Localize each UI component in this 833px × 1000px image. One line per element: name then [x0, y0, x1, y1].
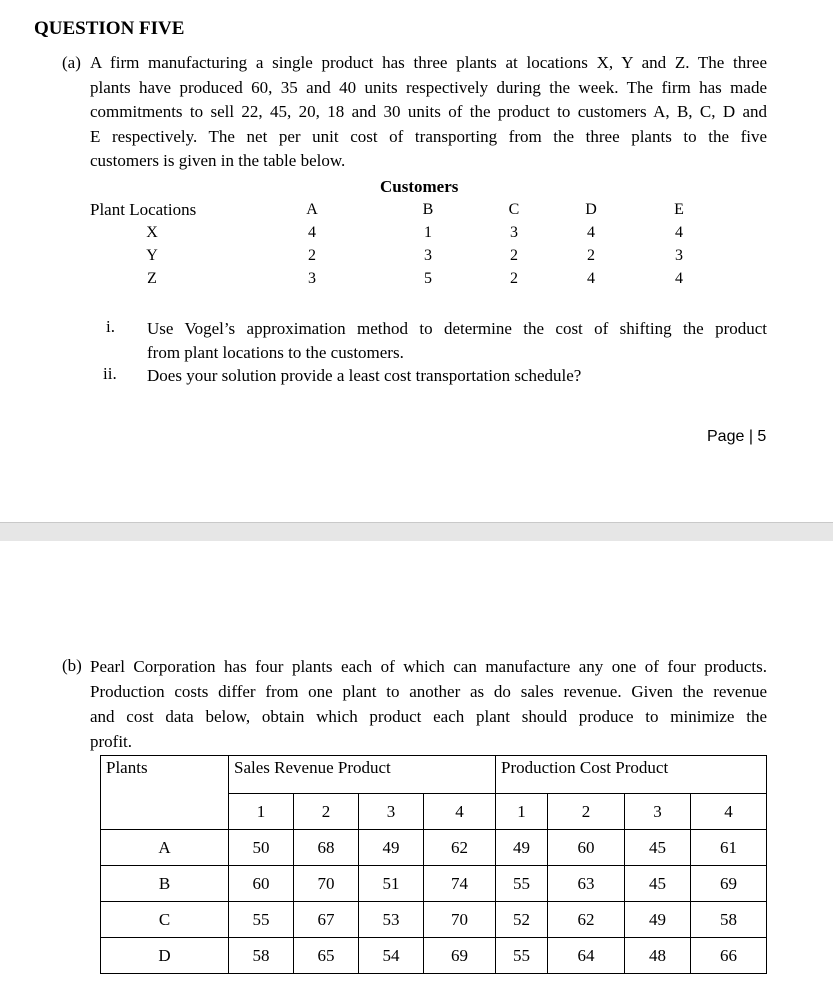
cost-cell: 49 — [496, 830, 548, 866]
table-row — [101, 866, 767, 902]
plant-label: Y — [146, 247, 158, 264]
question-text — [147, 317, 767, 364]
question-line: from plant locations to the customers. — [147, 342, 404, 362]
cost-cell: 69 — [691, 866, 767, 902]
plant-cell: D — [101, 938, 229, 974]
cost-cell: 3 — [675, 247, 683, 264]
part-b-label: (b) — [62, 656, 82, 675]
plant-label: X — [146, 224, 158, 241]
cost-cell: 4 — [675, 270, 683, 287]
cost-cell: 48 — [625, 938, 691, 974]
revenue-cell: 65 — [294, 938, 359, 974]
cost-cell: 2 — [510, 270, 518, 287]
plant-cell: A — [101, 830, 229, 866]
part-a-line: plants have produced 60, 35 and 40 units respectively during the week. The firm has made — [90, 77, 767, 97]
table-row — [101, 830, 767, 866]
question-heading: QUESTION FIVE — [34, 18, 185, 39]
customer-col-header: B — [422, 201, 434, 218]
question-line: Use Vogel’s approximation method to determine the cost of shifting the product — [147, 319, 767, 338]
customer-col-header: C — [508, 201, 520, 218]
revenue-header: Sales Revenue Product — [229, 756, 496, 794]
cost-cell: 52 — [496, 902, 548, 938]
revenue-cell: 58 — [229, 938, 294, 974]
part-b-paragraph — [90, 654, 767, 754]
plant-cell: B — [101, 866, 229, 902]
question-number: ii. — [103, 364, 117, 383]
cost-cell: 64 — [548, 938, 625, 974]
part-b-line: Pearl Corporation has four plants each of which can manufacture any one of four products. — [90, 657, 767, 676]
cost-cell: 2 — [510, 247, 518, 264]
plants-header: Plants — [101, 756, 229, 830]
revenue-cell: 68 — [294, 830, 359, 866]
revenue-cell: 70 — [294, 866, 359, 902]
revenue-cell: 70 — [424, 902, 496, 938]
product-col-header: 2 — [294, 794, 359, 830]
cost-cell: 61 — [691, 830, 767, 866]
cost-cell: 55 — [496, 938, 548, 974]
product-col-header: 3 — [625, 794, 691, 830]
cost-cell: 60 — [548, 830, 625, 866]
customers-heading: Customers — [380, 177, 459, 196]
part-a-line: commitments to sell 22, 45, 20, 18 and 30 units of the product to customers A, B, C, D and — [90, 102, 767, 122]
cost-cell: 2 — [587, 247, 595, 264]
cost-cell: 3 — [510, 224, 518, 241]
revenue-cell: 62 — [424, 830, 496, 866]
cost-cell: 4 — [308, 224, 316, 241]
plant-label: Z — [147, 270, 157, 287]
product-col-header: 1 — [229, 794, 294, 830]
product-col-header: 4 — [424, 794, 496, 830]
plant-cell: C — [101, 902, 229, 938]
revenue-cell: 54 — [359, 938, 424, 974]
part-a-label: (a) — [62, 53, 81, 72]
revenue-cost-table — [100, 755, 767, 974]
revenue-cell: 69 — [424, 938, 496, 974]
plant-locations-heading: Plant Locations — [90, 200, 197, 219]
cost-cell: 63 — [548, 866, 625, 902]
revenue-cell: 74 — [424, 866, 496, 902]
table-row — [101, 902, 767, 938]
cost-cell: 1 — [424, 224, 432, 241]
revenue-cell: 49 — [359, 830, 424, 866]
question-text — [147, 364, 767, 388]
revenue-cell: 51 — [359, 866, 424, 902]
question-number: i. — [106, 317, 115, 336]
part-b-line: Production costs differ from one plant to another as do sales revenue. Given the revenue — [90, 682, 767, 701]
table-header-row — [101, 756, 767, 794]
revenue-cell: 50 — [229, 830, 294, 866]
customer-col-header: D — [585, 201, 597, 218]
cost-cell: 2 — [308, 247, 316, 264]
customer-col-header: A — [306, 201, 318, 218]
revenue-cell: 60 — [229, 866, 294, 902]
revenue-cell: 67 — [294, 902, 359, 938]
cost-cell: 4 — [587, 224, 595, 241]
page-number: Page | 5 — [707, 428, 767, 445]
product-col-header: 4 — [691, 794, 767, 830]
question-line: Does your solution provide a least cost transportation schedule? — [147, 366, 582, 385]
cost-cell: 66 — [691, 938, 767, 974]
cost-cell: 5 — [424, 270, 432, 287]
cost-cell: 3 — [424, 247, 432, 264]
cost-cell: 49 — [625, 902, 691, 938]
revenue-cell: 53 — [359, 902, 424, 938]
product-col-header: 3 — [359, 794, 424, 830]
cost-header: Production Cost Product — [496, 756, 767, 794]
part-b-line: and cost data below, obtain which product each plant should produce to minimize the — [90, 707, 767, 726]
cost-cell: 45 — [625, 866, 691, 902]
part-a-line: customers is given in the table below. — [90, 151, 346, 171]
page-gap — [0, 523, 833, 541]
product-col-header: 1 — [496, 794, 548, 830]
product-col-header: 2 — [548, 794, 625, 830]
cost-cell: 58 — [691, 902, 767, 938]
part-b-line: profit. — [90, 732, 133, 751]
customer-col-header: E — [674, 201, 684, 218]
cost-cell: 55 — [496, 866, 548, 902]
part-a-line: A firm manufacturing a single product has three plants at locations X, Y and Z. The three — [90, 53, 767, 72]
table-row — [101, 938, 767, 974]
part-a-paragraph — [90, 51, 767, 174]
part-a-line: E respectively. The net per unit cost of transporting from the three plants to the five — [90, 126, 767, 146]
cost-cell: 4 — [675, 224, 683, 241]
revenue-cell: 55 — [229, 902, 294, 938]
cost-cell: 4 — [587, 270, 595, 287]
cost-cell: 3 — [308, 270, 316, 287]
cost-cell: 45 — [625, 830, 691, 866]
cost-cell: 62 — [548, 902, 625, 938]
